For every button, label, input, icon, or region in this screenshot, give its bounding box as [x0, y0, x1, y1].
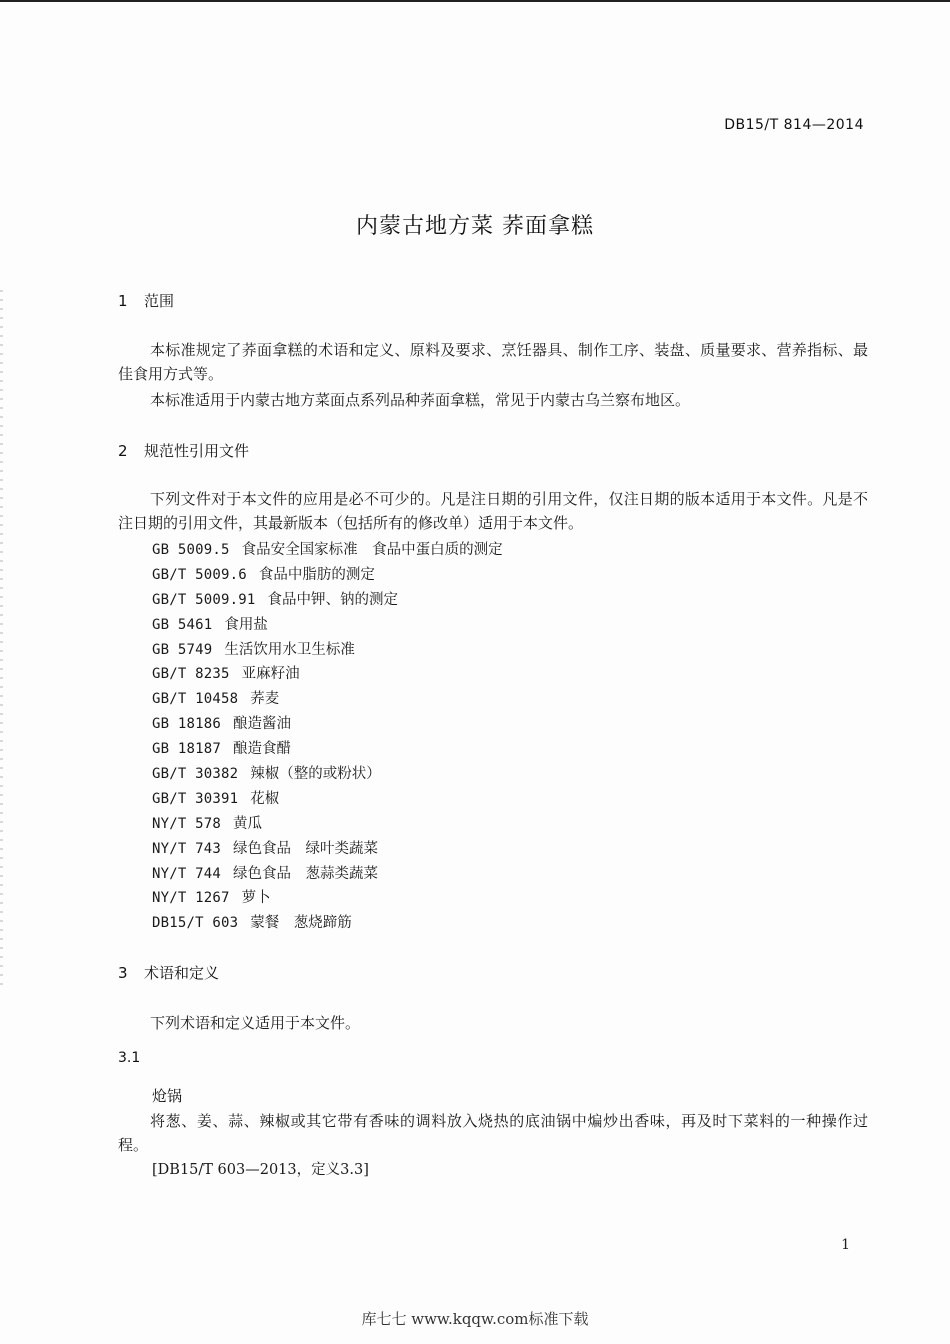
reference-item	[152, 563, 503, 588]
section-heading-scope	[118, 290, 174, 311]
reference-code: GB 5009.5	[152, 542, 230, 558]
reference-item	[152, 662, 503, 687]
reference-code: DB15/T 603	[152, 915, 239, 932]
normative-refs-intro: 下列文件对于本文件的应用是必不可少的。凡是注日期的引用文件，仅注日期的版本适用于本文件。凡是不注日期的引用文件，其最新版本（包括所有的修改单）适用于本文件。	[118, 490, 868, 532]
reference-name: 酿造酱油	[233, 716, 292, 733]
page-number: 1	[841, 1237, 850, 1253]
reference-code: GB 18187	[152, 741, 222, 758]
reference-name: 生活饮用水卫生标准	[224, 641, 355, 658]
reference-name: 食品中钾、钠的测定	[267, 591, 399, 608]
scope-paragraph-1: 本标准规定了荞面拿糕的术语和定义、原料及要求、烹饪器具、制作工序、装盘、质量要求、营养指标、最佳食用方式等。	[118, 341, 868, 383]
reference-item	[152, 862, 503, 887]
reference-code: NY/T 744	[152, 865, 222, 882]
reference-name: 食用盐	[224, 616, 268, 633]
reference-code: GB 18186	[152, 716, 222, 733]
section-title: 术语和定义	[144, 964, 220, 982]
reference-code: NY/T 1267	[152, 890, 230, 907]
term-source: [DB15/T 603—2013，定义3.3]	[152, 1162, 369, 1178]
reference-name: 萝卜	[241, 890, 271, 907]
reference-item	[152, 737, 503, 762]
term-number: 3.1	[118, 1050, 141, 1066]
reference-code: GB/T 8235	[152, 666, 230, 683]
section-title: 范围	[144, 292, 175, 310]
section-number: 3	[118, 964, 128, 982]
download-watermark: 库七七 www.kqqw.com标准下载	[361, 1310, 589, 1328]
reference-item	[152, 588, 503, 613]
reference-name: 蒙餐 葱烧蹄筋	[250, 915, 352, 932]
reference-code: NY/T 743	[152, 840, 222, 857]
reference-code: GB/T 5009.6	[152, 566, 247, 583]
reference-list	[152, 538, 503, 936]
term-name: 炝锅	[152, 1087, 183, 1105]
reference-name: 酿造食醋	[233, 741, 292, 758]
reference-code: GB 5749	[152, 641, 213, 658]
section-number: 2	[118, 442, 128, 460]
reference-item	[152, 712, 503, 737]
reference-item	[152, 538, 503, 563]
reference-code: GB 5461	[152, 616, 213, 633]
reference-item	[152, 787, 503, 812]
reference-item	[152, 812, 503, 837]
scan-edge-marks	[0, 290, 3, 990]
document-code: DB15/T 814—2014	[724, 117, 864, 133]
scope-paragraph-2: 本标准适用于内蒙古地方菜面点系列品种荞面拿糕，常见于内蒙古乌兰察布地区。	[150, 391, 691, 409]
reference-item	[152, 837, 503, 862]
reference-item	[152, 911, 503, 936]
reference-code: GB/T 5009.91	[152, 591, 256, 608]
page-top-border	[0, 0, 950, 2]
reference-item	[152, 638, 503, 663]
section-heading-normative-refs	[118, 440, 249, 461]
reference-item	[152, 687, 503, 712]
term-definition: 将葱、姜、蒜、辣椒或其它带有香味的调料放入烧热的底油锅中煸炒出香味，再及时下菜料的一种操作过程。	[118, 1112, 868, 1154]
reference-item	[152, 886, 503, 911]
reference-name: 亚麻籽油	[241, 666, 300, 683]
reference-code: GB/T 30391	[152, 790, 239, 807]
reference-name: 食品安全国家标准 食品中蛋白质的测定	[241, 542, 503, 558]
reference-item	[152, 762, 503, 787]
terms-intro: 下列术语和定义适用于本文件。	[150, 1014, 361, 1032]
section-title: 规范性引用文件	[144, 442, 250, 460]
reference-code: NY/T 578	[152, 815, 222, 832]
reference-name: 花椒	[250, 790, 280, 807]
reference-name: 绿色食品 葱蒜类蔬菜	[233, 865, 379, 882]
reference-name: 食品中脂肪的测定	[258, 566, 375, 583]
document-title: 内蒙古地方菜 荞面拿糕	[356, 214, 594, 239]
reference-code: GB/T 10458	[152, 691, 239, 708]
reference-code: GB/T 30382	[152, 766, 239, 783]
section-number: 1	[118, 292, 128, 310]
reference-name: 绿色食品 绿叶类蔬菜	[233, 840, 379, 857]
reference-name: 荞麦	[250, 691, 280, 708]
section-heading-terms	[118, 962, 219, 983]
reference-name: 辣椒（整的或粉状）	[250, 766, 381, 783]
reference-name: 黄瓜	[233, 815, 263, 832]
reference-item	[152, 613, 503, 638]
